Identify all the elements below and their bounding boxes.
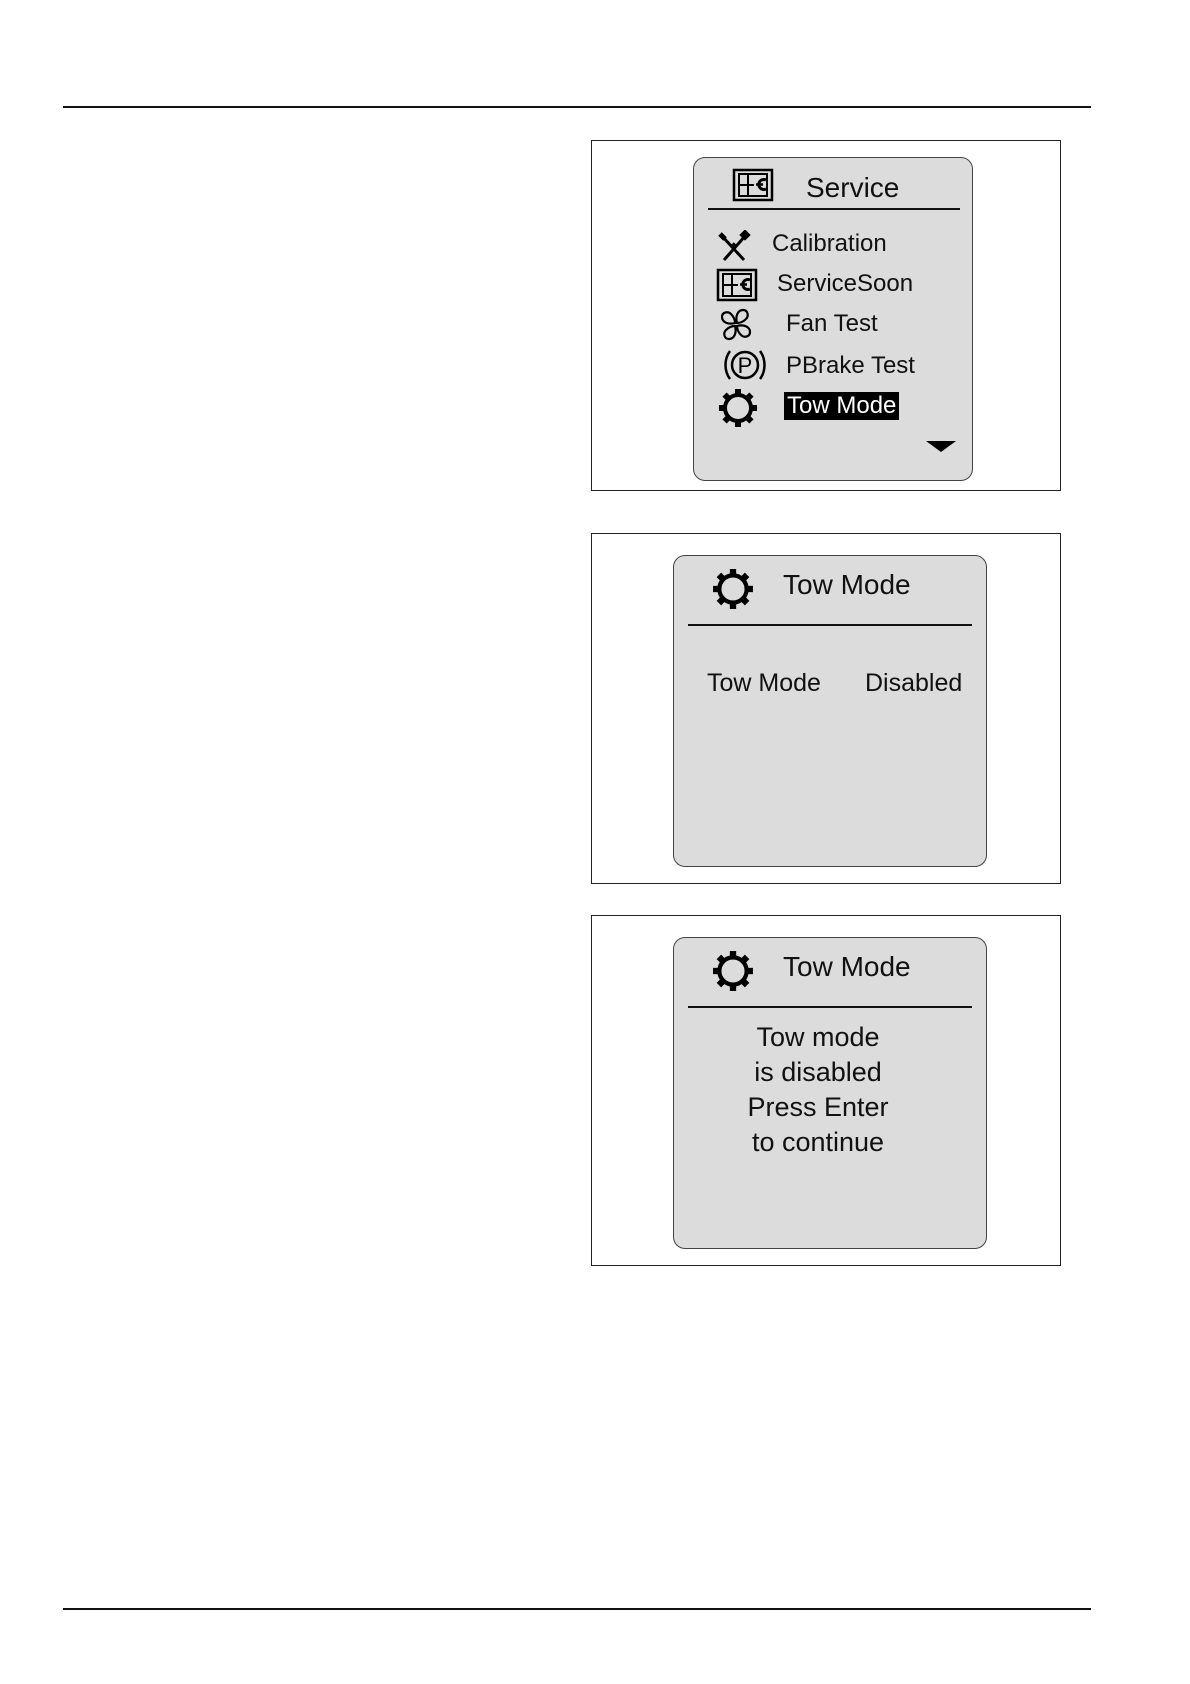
setting-label: Tow Mode (707, 669, 821, 697)
fan-icon (718, 308, 756, 342)
screen-title: Tow Mode (783, 951, 911, 982)
svg-text:P: P (737, 353, 753, 378)
menu-item-label-selected: Tow Mode (784, 392, 899, 420)
calibration-icon (716, 230, 754, 264)
screen-title: Tow Mode (783, 569, 911, 600)
title-divider (708, 208, 960, 210)
title-divider (688, 624, 972, 626)
lcd-screen (693, 157, 973, 481)
menu-item-label: Calibration (772, 230, 887, 257)
message-line: Tow mode (756, 1022, 880, 1052)
setting-value[interactable]: Disabled (865, 669, 963, 697)
message-text (674, 1020, 962, 1160)
screen-title: Service (806, 172, 900, 203)
figure-service-menu (591, 140, 1061, 491)
service-icon (732, 168, 774, 202)
message-line: is disabled (754, 1057, 882, 1087)
lcd-screen (673, 937, 987, 1249)
header-rule (63, 106, 1091, 108)
gear-icon (718, 388, 756, 422)
title-divider (688, 1006, 972, 1008)
menu-item-pbrake-test[interactable] (694, 350, 972, 386)
message-line: Press Enter (747, 1092, 889, 1122)
menu-item-label: PBrake Test (786, 352, 915, 379)
menu-item-fan-test[interactable] (694, 308, 972, 344)
menu-item-label: ServiceSoon (777, 270, 914, 297)
footer-rule (63, 1608, 1091, 1610)
service-soon-icon (716, 268, 754, 302)
gear-icon (712, 950, 754, 992)
lcd-screen (673, 555, 987, 867)
message-line: to continue (751, 1127, 885, 1157)
gear-icon (712, 568, 754, 610)
figure-tow-mode-setting (591, 533, 1061, 884)
menu-item-tow-mode[interactable] (694, 390, 972, 426)
parking-brake-icon (722, 348, 760, 382)
menu-item-calibration[interactable] (694, 228, 972, 264)
figure-tow-mode-message (591, 915, 1061, 1266)
menu-item-servicesoon[interactable] (694, 268, 972, 304)
menu-item-label: Fan Test (786, 310, 878, 337)
scroll-down-arrow-icon[interactable] (926, 441, 956, 452)
